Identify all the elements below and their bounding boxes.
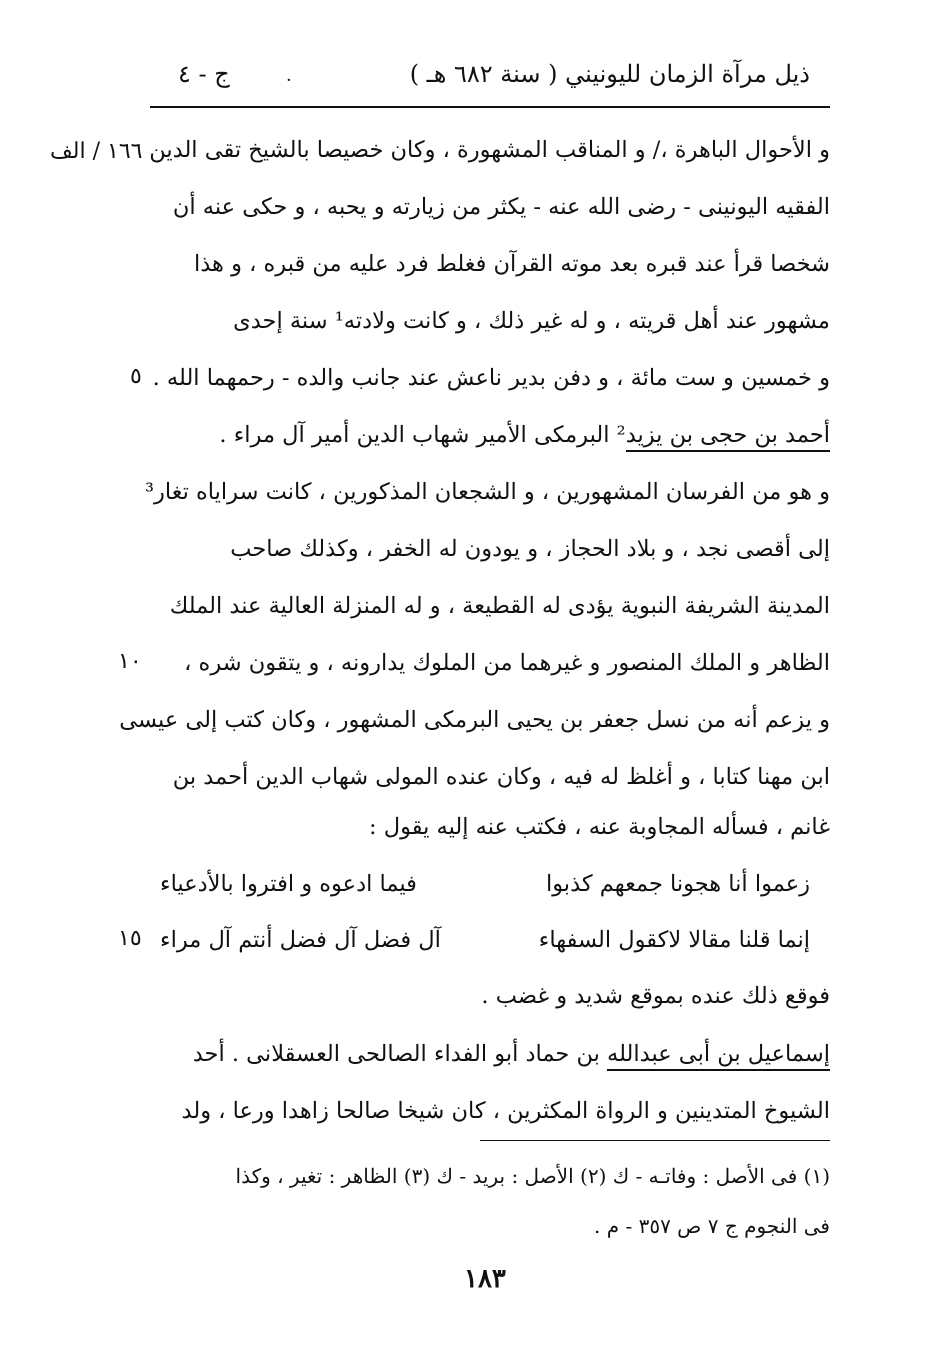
running-header (150, 50, 830, 110)
body-line: ابن مهنا كتابا ، و أغلظ له فيه ، وكان عنده المولى شهاب الدين أحمد بن (172, 764, 830, 790)
line-number: ٥ (130, 364, 142, 389)
verse-second-hemistich: فيما ادعوه و افتروا بالأدعياء (160, 871, 417, 897)
verse-first-hemistich: إنما قلنا مقالا لاكقول السفهاء (538, 927, 810, 953)
footnote: فى النجوم ج ٧ ص ٣٥٧ - م . (594, 1214, 830, 1238)
header-volume: ج - ٤ (178, 60, 230, 88)
body-line: و خمسين و ست مائة ، و دفن بدير ناعش عند جانب والده - رحمهما الله . (152, 365, 830, 391)
header-title: ذيل مرآة الزمان لليونيني ( سنة ٦٨٢ هـ ) (409, 60, 810, 88)
entry-name: أحمد بن حجى بن يزيد (626, 422, 830, 452)
body-line: الظاهر و الملك المنصور و غيرهما من الملوك يدارونه ، و يتقون شره ، (184, 650, 830, 676)
body-line: و الأحوال الباهرة ،/ و المناقب المشهورة ، وكان خصيصا بالشيخ تقى الدين (149, 137, 830, 163)
body-line: الشيوخ المتدينين و الرواة المكثرين ، كان شيخا صالحا زاهدا ورعا ، ولد (181, 1098, 830, 1124)
verse (160, 864, 830, 904)
body-line: فوقع ذلك عنده بموقع شديد و غضب . (481, 983, 830, 1009)
body-line: إلى أقصى نجد ، و بلاد الحجاز ، و يودون له الخفر ، وكذلك صاحب (230, 536, 830, 562)
entry-heading-rest: بن حماد أبو الفداء الصالحى العسقلانى . أحد (192, 1041, 608, 1067)
body-line: الفقيه اليونينى - رضى الله عنه - يكثر من زيارته و يحبه ، و حكى عنه أن (172, 194, 830, 220)
line-number: ١٥ (118, 926, 142, 951)
body-line: شخصا قرأ عند قبره بعد موته القرآن فغلط فرد عليه من قبره ، و هذا (194, 251, 830, 277)
page-number: ١٨٣ (464, 1264, 506, 1294)
body-line: و يزعم أنه من نسل جعفر بن يحيى البرمكى المشهور ، وكان كتب إلى عيسى (119, 707, 830, 733)
line-number: ١٠ (118, 649, 142, 674)
body-line: و هو من الفرسان المشهورين ، و الشجعان المذكورين ، كانت سراياه تغار³ (145, 479, 830, 505)
entry-heading (160, 415, 830, 455)
header-rule (150, 106, 830, 108)
folio-reference: ١٦٦ / الف (50, 139, 143, 164)
entry-name: إسماعيل بن أبى عبدالله (607, 1041, 830, 1071)
body-line: مشهور عند أهل قريته ، و له غير ذلك ، و كانت ولادته¹ سنة إحدى (233, 308, 830, 334)
verse-second-hemistich: آل فضل آل فضل أنتم آل مراء (160, 927, 441, 953)
footnote-rule (480, 1140, 830, 1141)
entry-heading (160, 1034, 830, 1074)
header-dot: · (286, 70, 292, 91)
verse (160, 920, 830, 960)
body-line: المدينة الشريفة النبوية يؤدى له القطيعة ، و له المنزلة العالية عند الملك (169, 593, 830, 619)
verse-first-hemistich: زعموا أنا هجونا جمعهم كذبوا (545, 871, 810, 897)
footnote: (١) فى الأصل : وفاتـه - ك (٢) الأصل : بريد - ك (٣) الظاهر : تغير ، وكذا (235, 1164, 830, 1188)
body-line: غانم ، فسأله المجاوبة عنه ، فكتب عنه إليه يقول : (369, 814, 830, 840)
entry-heading-rest: ² البرمكى الأمير شهاب الدين أمير آل مراء . (219, 422, 626, 448)
